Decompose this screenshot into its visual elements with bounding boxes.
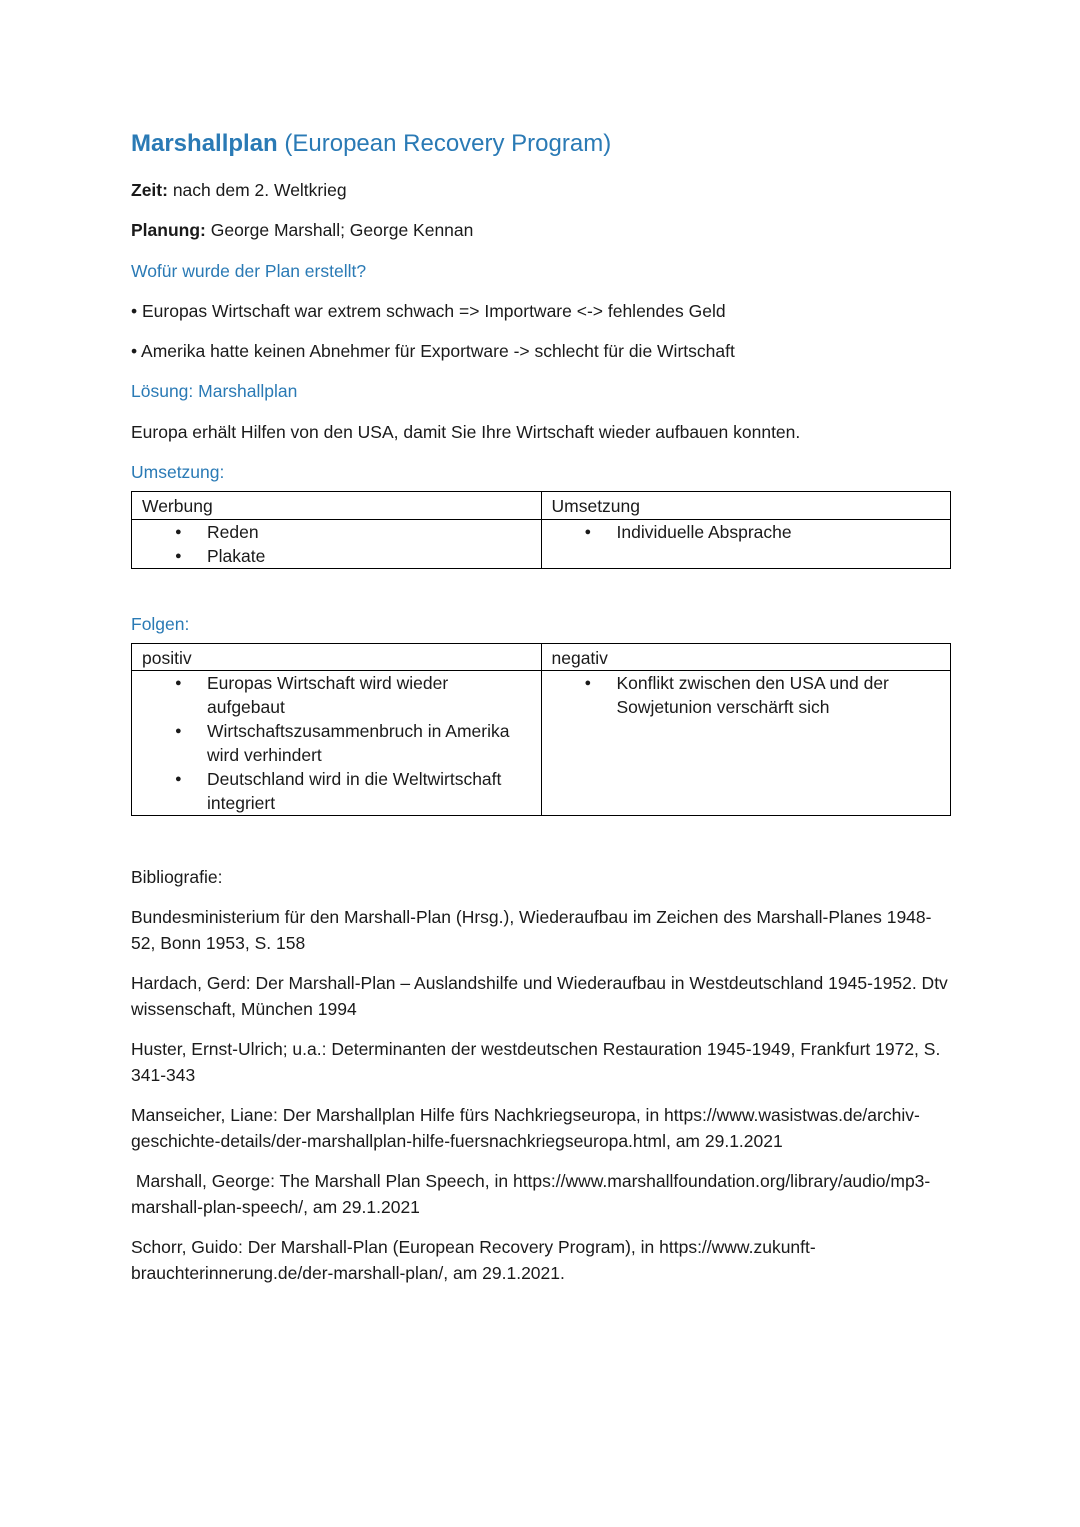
table-cell: [541, 519, 951, 568]
bibliography-entry: Schorr, Guido: Der Marshall-Plan (European Recovery Program), in https://www.zukunft-brauchterinnerung.de/der-marshall-plan/, am 29.1.2021.: [131, 1237, 816, 1284]
zeit-line: Zeit: nach dem 2. Weltkrieg: [131, 180, 347, 201]
umsetzung-table: [131, 491, 951, 569]
loesung-text: Europa erhält Hilfen von den USA, damit Sie Ihre Wirtschaft wieder aufbauen konnten.: [131, 421, 801, 442]
list-item: ● Reden: [207, 520, 531, 544]
page-title: Marshallplan (European Recovery Program): [131, 130, 612, 157]
list-item: ● Deutschland wird in die Weltwirtschaft integriert: [207, 767, 531, 815]
folgen-table: [131, 643, 951, 817]
bibliography-entry: Manseicher, Liane: Der Marshallplan Hilfe fürs Nachkriegseuropa, in https://www.wasistwas.de/archiv-geschichte-details/der-marshallplan-hilfe-fuersnachkriegseuropa.html, am 29.1.2021: [131, 1105, 920, 1152]
table-cell: [132, 519, 542, 568]
table-cell: [132, 671, 542, 816]
table-header-positiv: positiv: [132, 643, 542, 671]
table-header-werbung: Werbung: [132, 492, 542, 520]
bibliography: [131, 864, 951, 1286]
bibliography-entry: Huster, Ernst-Ulrich; u.a.: Determinanten der westdeutschen Restauration 1945-1949, Frankfurt 1972, S. 341-343: [131, 1039, 941, 1086]
reason-item: • Amerika hatte keinen Abnehmer für Exportware -> schlecht für die Wirtschaft: [131, 341, 735, 362]
list-item: ● Europas Wirtschaft wird wieder aufgebaut: [207, 671, 531, 719]
table-header-negativ: negativ: [541, 643, 951, 671]
table-cell: [541, 671, 951, 816]
bibliography-entry: Bundesministerium für den Marshall-Plan (Hrsg.), Wiederaufbau im Zeichen des Marshall-Planes 1948-52, Bonn 1953, S. 158: [131, 907, 932, 954]
list-item: ● Individuelle Absprache: [617, 520, 941, 544]
list-item: ● Plakate: [207, 544, 531, 568]
reason-item: • Europas Wirtschaft war extrem schwach => Importware <-> fehlendes Geld: [131, 300, 726, 321]
question-heading: Wofür wurde der Plan erstellt?: [131, 260, 367, 281]
bibliography-heading: Bibliografie:: [131, 867, 223, 888]
bibliography-entry: Marshall, George: The Marshall Plan Speech, in https://www.marshallfoundation.org/library/audio/mp3-marshall-plan-speech/, am 29.1.2021: [131, 1171, 931, 1218]
table-header-umsetzung: Umsetzung: [541, 492, 951, 520]
document-page: [131, 128, 951, 1300]
list-item: ● Wirtschaftszusammenbruch in Amerika wird verhindert: [207, 719, 531, 767]
list-item: ● Konflikt zwischen den USA und der Sowjetunion verschärft sich: [617, 671, 941, 719]
folgen-heading: Folgen:: [131, 613, 190, 634]
umsetzung-heading: Umsetzung:: [131, 461, 225, 482]
loesung-heading: Lösung: Marshallplan: [131, 381, 298, 402]
planung-line: Planung: George Marshall; George Kennan: [131, 220, 474, 241]
bibliography-entry: Hardach, Gerd: Der Marshall-Plan – Auslandshilfe und Wiederaufbau in Westdeutschland 1945-1952. Dtv wissenschaft, München 1994: [131, 973, 948, 1020]
